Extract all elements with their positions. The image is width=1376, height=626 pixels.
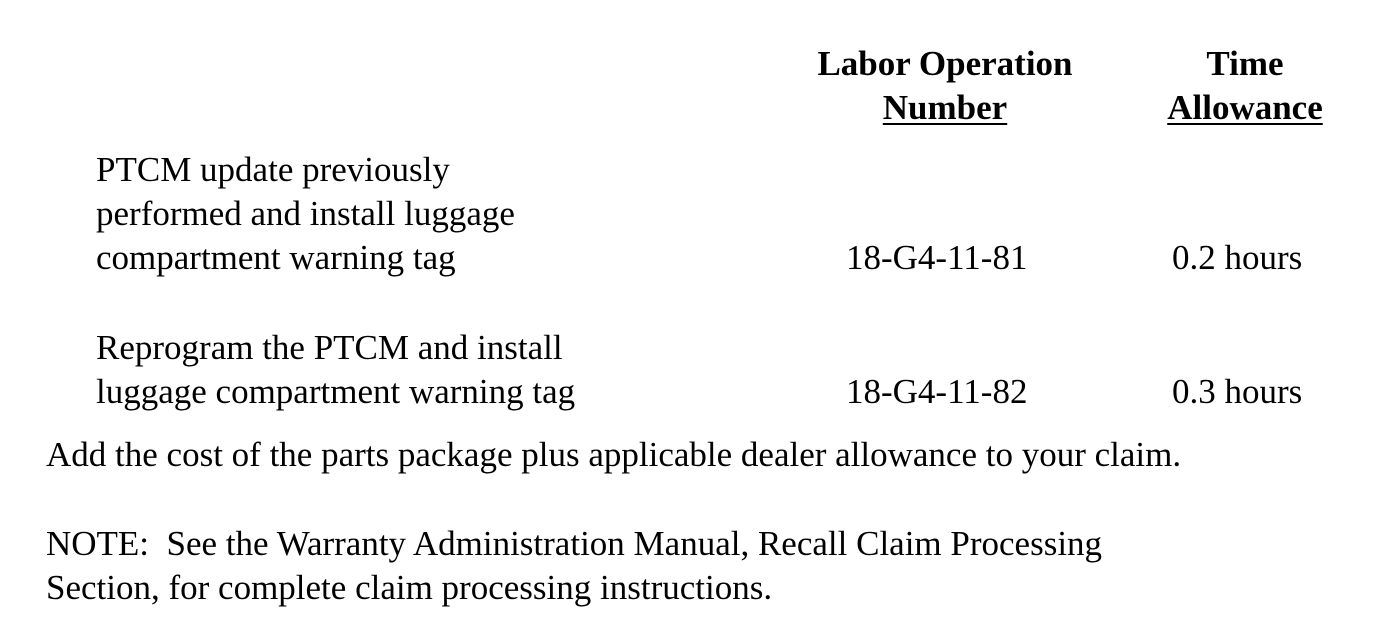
row-1-desc-line-3: compartment warning tag (96, 238, 456, 277)
note-line-1: See the Warranty Administration Manual, Recall Claim Processing (166, 524, 1103, 563)
row-2-desc-line-2: luggage compartment warning tag (96, 372, 576, 411)
labor-operation-header-line2: Number (882, 88, 1008, 127)
table-row-1-description (96, 148, 515, 280)
labor-operation-header-line1: Labor Operation (817, 44, 1073, 83)
table-row-2-description (96, 326, 575, 414)
time-allowance-header-line2: Allowance (1167, 88, 1323, 127)
table-row-1-labor-operation: 18-G4-11-81 (846, 238, 1028, 277)
table-row-1-time-allowance: 0.2 hours (1172, 238, 1303, 277)
labor-operation-header (786, 42, 1104, 130)
time-allowance-header (1140, 42, 1350, 130)
parts-cost-paragraph: Add the cost of the parts package plus applicable dealer allowance to your claim. (46, 435, 1182, 474)
note-paragraph (46, 522, 1102, 610)
row-2-desc-line-1: Reprogram the PTCM and install (96, 328, 563, 367)
note-label: NOTE: (46, 524, 150, 563)
row-1-desc-line-1: PTCM update previously (96, 150, 450, 189)
table-row-2-time-allowance: 0.3 hours (1172, 372, 1303, 411)
time-allowance-header-line1: Time (1206, 44, 1284, 83)
note-line-2: Section, for complete claim processing instructions. (46, 568, 773, 607)
row-1-desc-line-2: performed and install luggage (96, 194, 515, 233)
table-row-2-labor-operation: 18-G4-11-82 (846, 372, 1028, 411)
